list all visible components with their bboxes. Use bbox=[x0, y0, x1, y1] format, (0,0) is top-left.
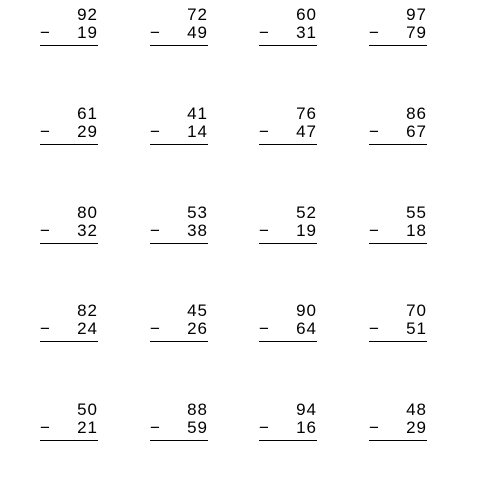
minuend: 60 bbox=[296, 5, 317, 24]
subtraction-problem bbox=[369, 302, 427, 348]
answer-line bbox=[369, 45, 427, 46]
minus-sign: − bbox=[369, 221, 379, 240]
minus-sign: − bbox=[150, 122, 160, 141]
answer-line bbox=[150, 440, 208, 441]
answer-line bbox=[40, 341, 98, 342]
minus-sign: − bbox=[259, 319, 269, 338]
subtrahend: 24 bbox=[77, 319, 98, 338]
minuend: 55 bbox=[406, 203, 427, 222]
minuend: 48 bbox=[406, 400, 427, 419]
answer-line bbox=[40, 440, 98, 441]
subtraction-problem bbox=[150, 204, 208, 250]
minus-sign: − bbox=[40, 418, 50, 437]
minus-sign: − bbox=[369, 319, 379, 338]
answer-line bbox=[150, 45, 208, 46]
minus-sign: − bbox=[150, 418, 160, 437]
minus-sign: − bbox=[40, 319, 50, 338]
answer-line bbox=[40, 243, 98, 244]
minuend: 80 bbox=[77, 203, 98, 222]
answer-line bbox=[150, 243, 208, 244]
minus-sign: − bbox=[40, 221, 50, 240]
minuend: 41 bbox=[187, 104, 208, 123]
minus-sign: − bbox=[259, 23, 269, 42]
subtraction-problem bbox=[150, 302, 208, 348]
subtrahend: 31 bbox=[296, 23, 317, 42]
minus-sign: − bbox=[259, 221, 269, 240]
subtraction-problem bbox=[259, 6, 317, 52]
answer-line bbox=[150, 341, 208, 342]
answer-line bbox=[369, 341, 427, 342]
answer-line bbox=[259, 45, 317, 46]
minuend: 86 bbox=[406, 104, 427, 123]
subtrahend: 21 bbox=[77, 418, 98, 437]
minuend: 88 bbox=[187, 400, 208, 419]
minus-sign: − bbox=[40, 122, 50, 141]
answer-line bbox=[150, 144, 208, 145]
minuend: 82 bbox=[77, 301, 98, 320]
minus-sign: − bbox=[369, 418, 379, 437]
minuend: 50 bbox=[77, 400, 98, 419]
minus-sign: − bbox=[150, 23, 160, 42]
answer-line bbox=[259, 243, 317, 244]
answer-line bbox=[259, 440, 317, 441]
subtraction-problem bbox=[40, 6, 98, 52]
subtraction-problem bbox=[40, 401, 98, 447]
answer-line bbox=[369, 144, 427, 145]
minuend: 94 bbox=[296, 400, 317, 419]
subtrahend: 64 bbox=[296, 319, 317, 338]
minuend: 53 bbox=[187, 203, 208, 222]
answer-line bbox=[259, 144, 317, 145]
minuend: 61 bbox=[77, 104, 98, 123]
minus-sign: − bbox=[150, 319, 160, 338]
subtraction-problem bbox=[369, 204, 427, 250]
subtraction-problem bbox=[369, 105, 427, 151]
subtraction-problem bbox=[259, 302, 317, 348]
subtrahend: 49 bbox=[187, 23, 208, 42]
subtraction-problem bbox=[40, 105, 98, 151]
subtrahend: 59 bbox=[187, 418, 208, 437]
minus-sign: − bbox=[40, 23, 50, 42]
subtrahend: 18 bbox=[406, 221, 427, 240]
minus-sign: − bbox=[259, 122, 269, 141]
subtraction-problem bbox=[259, 204, 317, 250]
subtrahend: 51 bbox=[406, 319, 427, 338]
minus-sign: − bbox=[150, 221, 160, 240]
answer-line bbox=[369, 440, 427, 441]
subtrahend: 19 bbox=[296, 221, 317, 240]
subtraction-problem bbox=[40, 204, 98, 250]
minus-sign: − bbox=[369, 23, 379, 42]
subtraction-problem bbox=[150, 105, 208, 151]
minuend: 76 bbox=[296, 104, 317, 123]
subtraction-problem bbox=[259, 401, 317, 447]
subtrahend: 29 bbox=[77, 122, 98, 141]
answer-line bbox=[369, 243, 427, 244]
minus-sign: − bbox=[369, 122, 379, 141]
minuend: 70 bbox=[406, 301, 427, 320]
subtrahend: 79 bbox=[406, 23, 427, 42]
minuend: 90 bbox=[296, 301, 317, 320]
subtrahend: 38 bbox=[187, 221, 208, 240]
subtraction-problem bbox=[40, 302, 98, 348]
minus-sign: − bbox=[259, 418, 269, 437]
subtraction-problem bbox=[150, 6, 208, 52]
subtrahend: 67 bbox=[406, 122, 427, 141]
subtraction-problem bbox=[369, 401, 427, 447]
minuend: 92 bbox=[77, 5, 98, 24]
subtraction-problem bbox=[369, 6, 427, 52]
answer-line bbox=[259, 341, 317, 342]
subtraction-problem bbox=[259, 105, 317, 151]
minuend: 52 bbox=[296, 203, 317, 222]
subtrahend: 47 bbox=[296, 122, 317, 141]
answer-line bbox=[40, 144, 98, 145]
minuend: 72 bbox=[187, 5, 208, 24]
subtrahend: 14 bbox=[187, 122, 208, 141]
subtrahend: 29 bbox=[406, 418, 427, 437]
minuend: 97 bbox=[406, 5, 427, 24]
subtraction-problem bbox=[150, 401, 208, 447]
subtrahend: 16 bbox=[296, 418, 317, 437]
minuend: 45 bbox=[187, 301, 208, 320]
subtrahend: 19 bbox=[77, 23, 98, 42]
answer-line bbox=[40, 45, 98, 46]
subtrahend: 26 bbox=[187, 319, 208, 338]
subtrahend: 32 bbox=[77, 221, 98, 240]
